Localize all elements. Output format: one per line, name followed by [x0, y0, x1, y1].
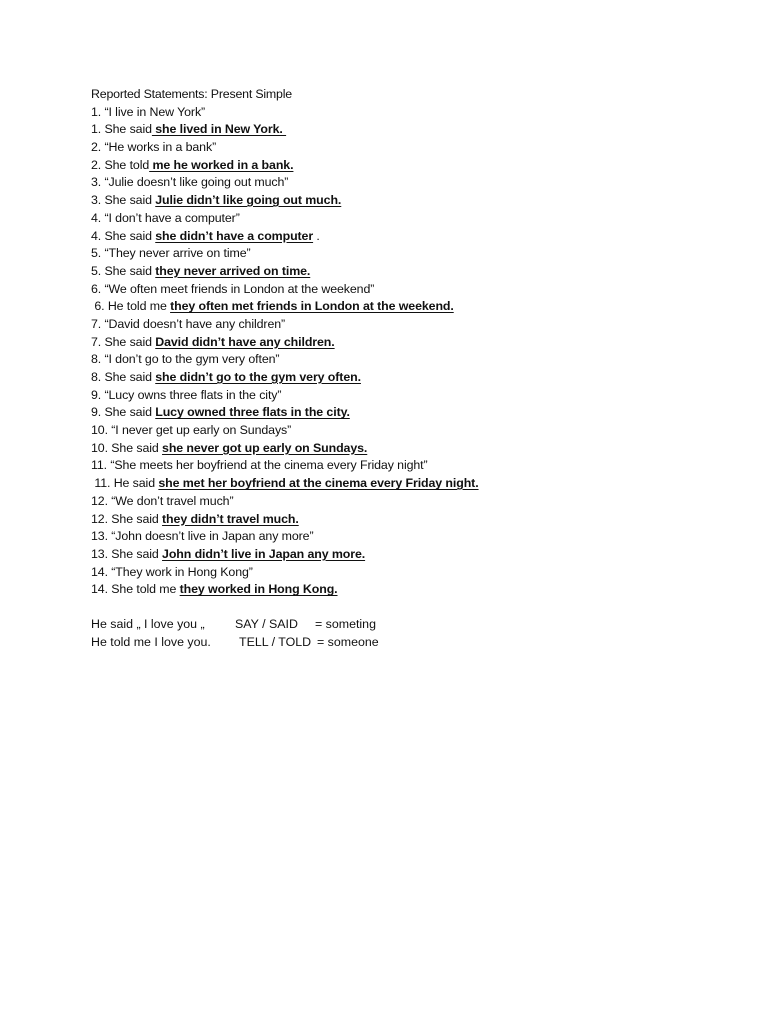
reported-sentence — [91, 369, 731, 387]
line-prefix: 11. He said — [91, 476, 159, 491]
reported-sentence — [91, 546, 731, 564]
line-prefix: 1. She said — [91, 122, 152, 137]
direct-quote — [91, 351, 731, 369]
reported-sentence — [91, 157, 731, 175]
direct-quote — [91, 387, 731, 405]
reported-sentence — [91, 192, 731, 210]
reported-sentence — [91, 581, 731, 599]
line-prefix: 1. “I live in New York” — [91, 104, 206, 119]
line-prefix: 4. “I don’t have a computer” — [91, 210, 240, 225]
direct-quote — [91, 457, 731, 475]
line-prefix: 12. She said — [91, 511, 163, 526]
direct-quote — [91, 316, 731, 334]
answer-text: she didn’t go to the gym very often. — [155, 370, 361, 384]
direct-quote — [91, 210, 731, 228]
note-example: He said „ I love you „ — [91, 616, 205, 631]
line-prefix: 10. She said — [91, 440, 163, 455]
line-prefix: 5. “They never arrive on time” — [91, 246, 251, 261]
line-prefix: 14. She told me — [91, 582, 180, 597]
direct-quote — [91, 493, 731, 511]
line-prefix: 7. She said — [91, 334, 156, 349]
note-row — [91, 634, 731, 652]
answer-text: they often met friends in London at the weekend. — [170, 299, 454, 314]
line-suffix: . — [313, 228, 320, 243]
line-prefix: 5. She said — [91, 263, 156, 278]
reported-sentence — [91, 475, 731, 493]
worksheet-title: Reported Statements: Present Simple — [91, 87, 292, 101]
line-prefix: 4. She said — [91, 228, 156, 243]
grammar-notes — [91, 616, 731, 651]
line-prefix: 9. She said — [91, 405, 156, 420]
answer-text: they didn’t travel much. — [162, 511, 299, 526]
reported-sentence — [91, 263, 731, 281]
note-meaning: = someone — [317, 634, 379, 649]
note-meaning: = someting — [315, 616, 376, 631]
line-prefix: 3. She said — [91, 193, 156, 208]
line-prefix: 3. “Julie doesn’t like going out much” — [91, 175, 289, 190]
note-verb: TELL / TOLD — [239, 634, 312, 649]
line-prefix: 14. “They work in Hong Kong” — [91, 564, 253, 579]
direct-quote — [91, 564, 731, 582]
line-prefix: 8. “I don’t go to the gym very often” — [91, 352, 280, 367]
direct-quote — [91, 528, 731, 546]
line-prefix: 9. “Lucy owns three flats in the city” — [91, 387, 282, 402]
line-prefix: 10. “I never get up early on Sundays” — [91, 423, 292, 438]
answer-text: Julie didn’t like going out much. — [155, 193, 342, 208]
answer-text: she never got up early on Sundays. — [162, 440, 368, 455]
line-prefix: 13. “John doesn’t live in Japan any more” — [91, 529, 314, 544]
answer-text: me he worked in a bank. — [149, 157, 294, 172]
answer-text: John didn’t live in Japan any more. — [162, 546, 366, 561]
answer-text: Lucy owned three flats in the city. — [155, 405, 350, 420]
direct-quote — [91, 422, 731, 440]
reported-sentence — [91, 404, 731, 422]
direct-quote — [91, 281, 731, 299]
spacer — [91, 599, 731, 616]
reported-sentence — [91, 334, 731, 352]
direct-quote — [91, 104, 731, 122]
direct-quote — [91, 245, 731, 263]
line-prefix: 12. “We don’t travel much” — [91, 493, 234, 508]
exercise-list — [91, 104, 731, 599]
answer-text: they never arrived on time. — [155, 263, 311, 278]
reported-sentence — [91, 228, 731, 246]
note-verb: SAY / SAID — [235, 616, 298, 631]
line-prefix: 13. She said — [91, 546, 163, 561]
direct-quote — [91, 174, 731, 192]
line-prefix: 6. He told me — [91, 299, 171, 314]
answer-text: David didn’t have any children. — [155, 334, 335, 349]
line-prefix: 2. “He works in a bank” — [91, 140, 217, 155]
worksheet — [91, 86, 731, 651]
reported-sentence — [91, 511, 731, 529]
direct-quote — [91, 139, 731, 157]
reported-sentence — [91, 440, 731, 458]
note-example: He told me I love you. — [91, 634, 211, 649]
answer-text: she lived in New York. — [151, 122, 287, 137]
line-prefix: 2. She told — [91, 157, 150, 172]
reported-sentence — [91, 298, 731, 316]
reported-sentence — [91, 121, 731, 139]
answer-text: she didn’t have a computer — [155, 228, 314, 243]
answer-text: they worked in Hong Kong. — [179, 582, 338, 597]
line-prefix: 11. “She meets her boyfriend at the cinema every Friday night” — [91, 458, 428, 473]
line-prefix: 6. “We often meet friends in London at the weekend” — [91, 281, 375, 296]
line-prefix: 8. She said — [91, 370, 156, 384]
answer-text: she met her boyfriend at the cinema every Friday night. — [158, 476, 479, 491]
line-prefix: 7. “David doesn’t have any children” — [91, 316, 286, 331]
note-row — [91, 616, 731, 634]
